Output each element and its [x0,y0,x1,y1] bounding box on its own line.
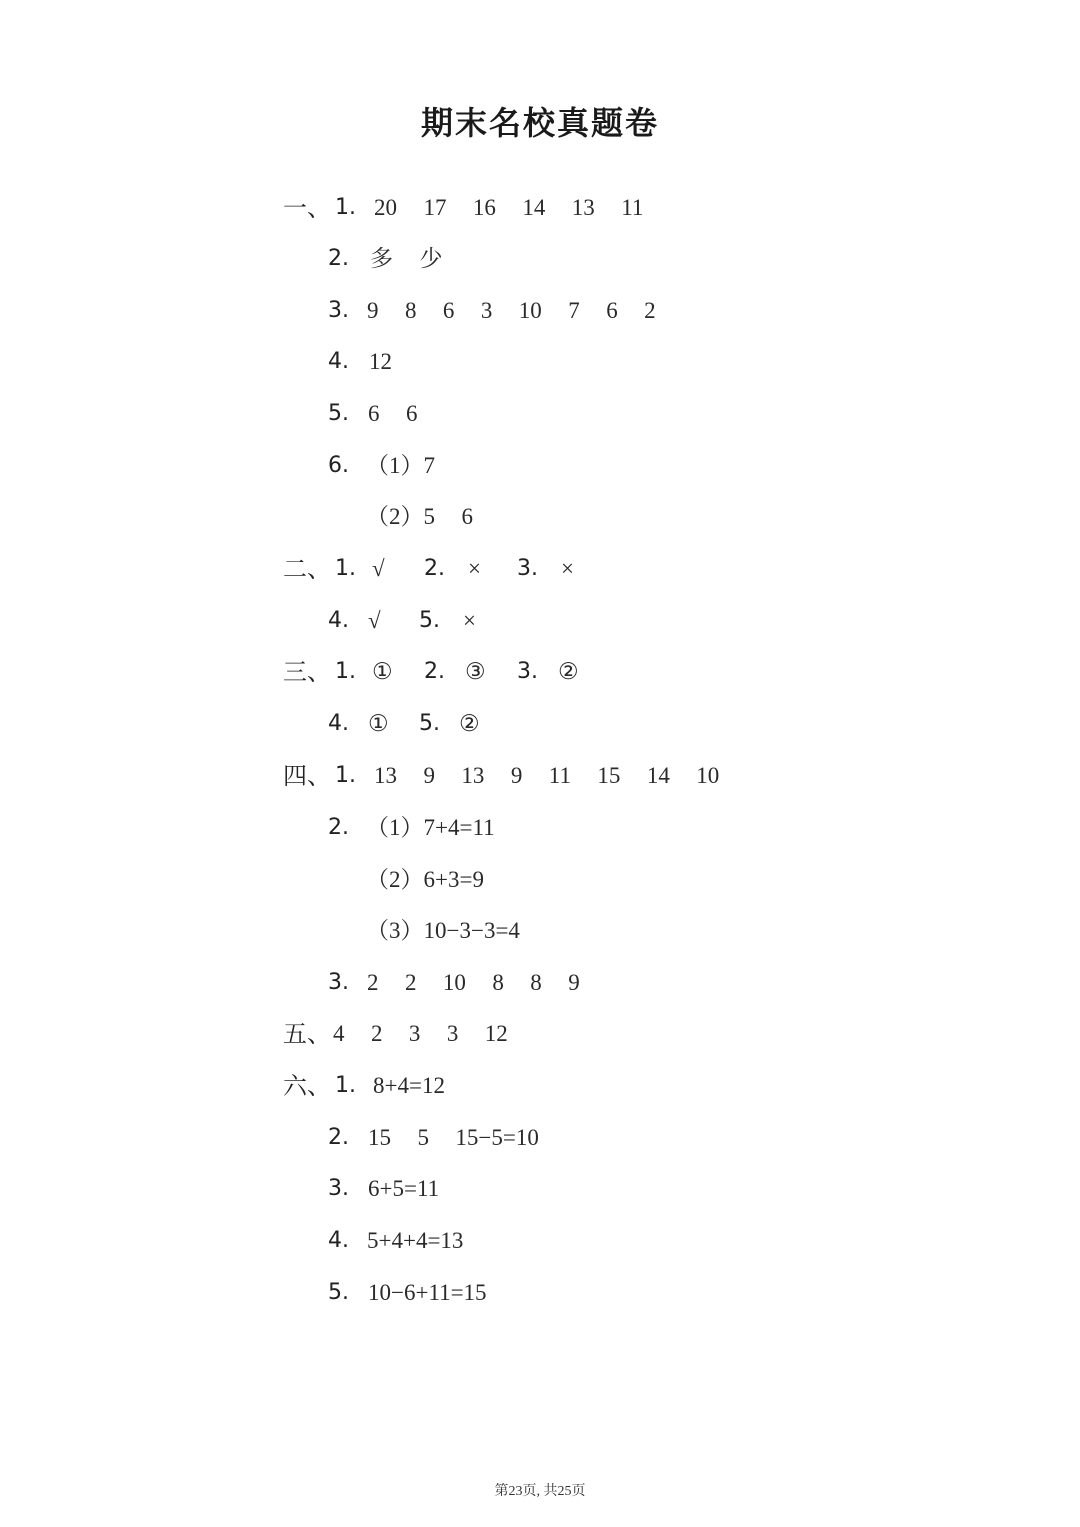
answer-text: 15 5 15−5=10 [368,1125,539,1150]
question-number: 2. [328,1125,349,1150]
answer-text: ① [372,659,393,684]
answer-text: 6+5=11 [368,1176,440,1201]
answer-text: （2）6+3=9 [366,867,484,892]
question-number: 6. [328,453,349,478]
question-number: 3. [328,298,349,323]
answer-text: 9 8 6 3 10 7 6 2 [367,298,656,323]
answer-text: 10−6+11=15 [368,1280,487,1305]
question-number: 4. [328,1228,349,1253]
question-number: 3. [517,659,538,684]
question-number: 2. [424,659,445,684]
question-number: 4. [328,608,349,633]
answer-text: （1）7+4=11 [366,815,495,840]
question-number: 1. [335,763,356,788]
question-number: 5. [419,608,440,633]
answer-text: 6 6 [368,401,418,426]
question-number: 3. [517,556,538,581]
answer-text: 4 2 3 3 12 [333,1021,508,1046]
question-number: 5. [328,401,349,426]
question-number: 2. [328,246,349,271]
answer-text: √ [368,608,381,633]
answer-text: × [463,608,476,633]
answer-text: 8+4=12 [373,1073,445,1098]
answer-text: ③ [465,659,486,684]
answer-text: ① [368,711,389,736]
question-number: 4. [328,349,349,374]
question-number: 2. [424,556,445,581]
question-number: 3. [328,970,349,995]
answer-text: （2）5 6 [366,504,473,529]
answer-text: 5+4+4=13 [367,1228,464,1253]
answer-text: （1）7 [366,453,435,478]
section-label: 三、 [283,658,331,686]
question-number: 5. [328,1280,349,1305]
answer-text: 20 17 16 14 13 11 [374,195,644,220]
section-label: 一、 [283,194,331,222]
answer-text: × [561,556,574,581]
answer-text: × [468,556,481,581]
section-label: 六、 [283,1072,331,1100]
answer-text: √ [372,556,385,581]
answer-text: 2 2 10 8 8 9 [367,970,580,995]
question-number: 1. [335,195,356,220]
question-number: 2. [328,815,349,840]
page-title: 期末名校真题卷 [420,104,659,142]
question-number: 1. [335,1073,356,1098]
section-label: 四、 [283,762,331,790]
answer-text: 12 [369,349,392,374]
section-label: 二、 [283,555,331,583]
answer-text: 13 9 13 9 11 15 14 10 [374,763,720,788]
question-number: 4. [328,711,349,736]
answer-text: ② [558,659,579,684]
question-number: 5. [419,711,440,736]
answer-text: （3）10−3−3=4 [366,918,520,943]
answer-text: ② [459,711,480,736]
question-number: 3. [328,1176,349,1201]
question-number: 1. [335,556,356,581]
answer-text: 多 少 [370,246,443,271]
section-label: 五、 [283,1020,331,1048]
page-footer: 第23页, 共25页 [494,1484,586,1499]
question-number: 1. [335,659,356,684]
